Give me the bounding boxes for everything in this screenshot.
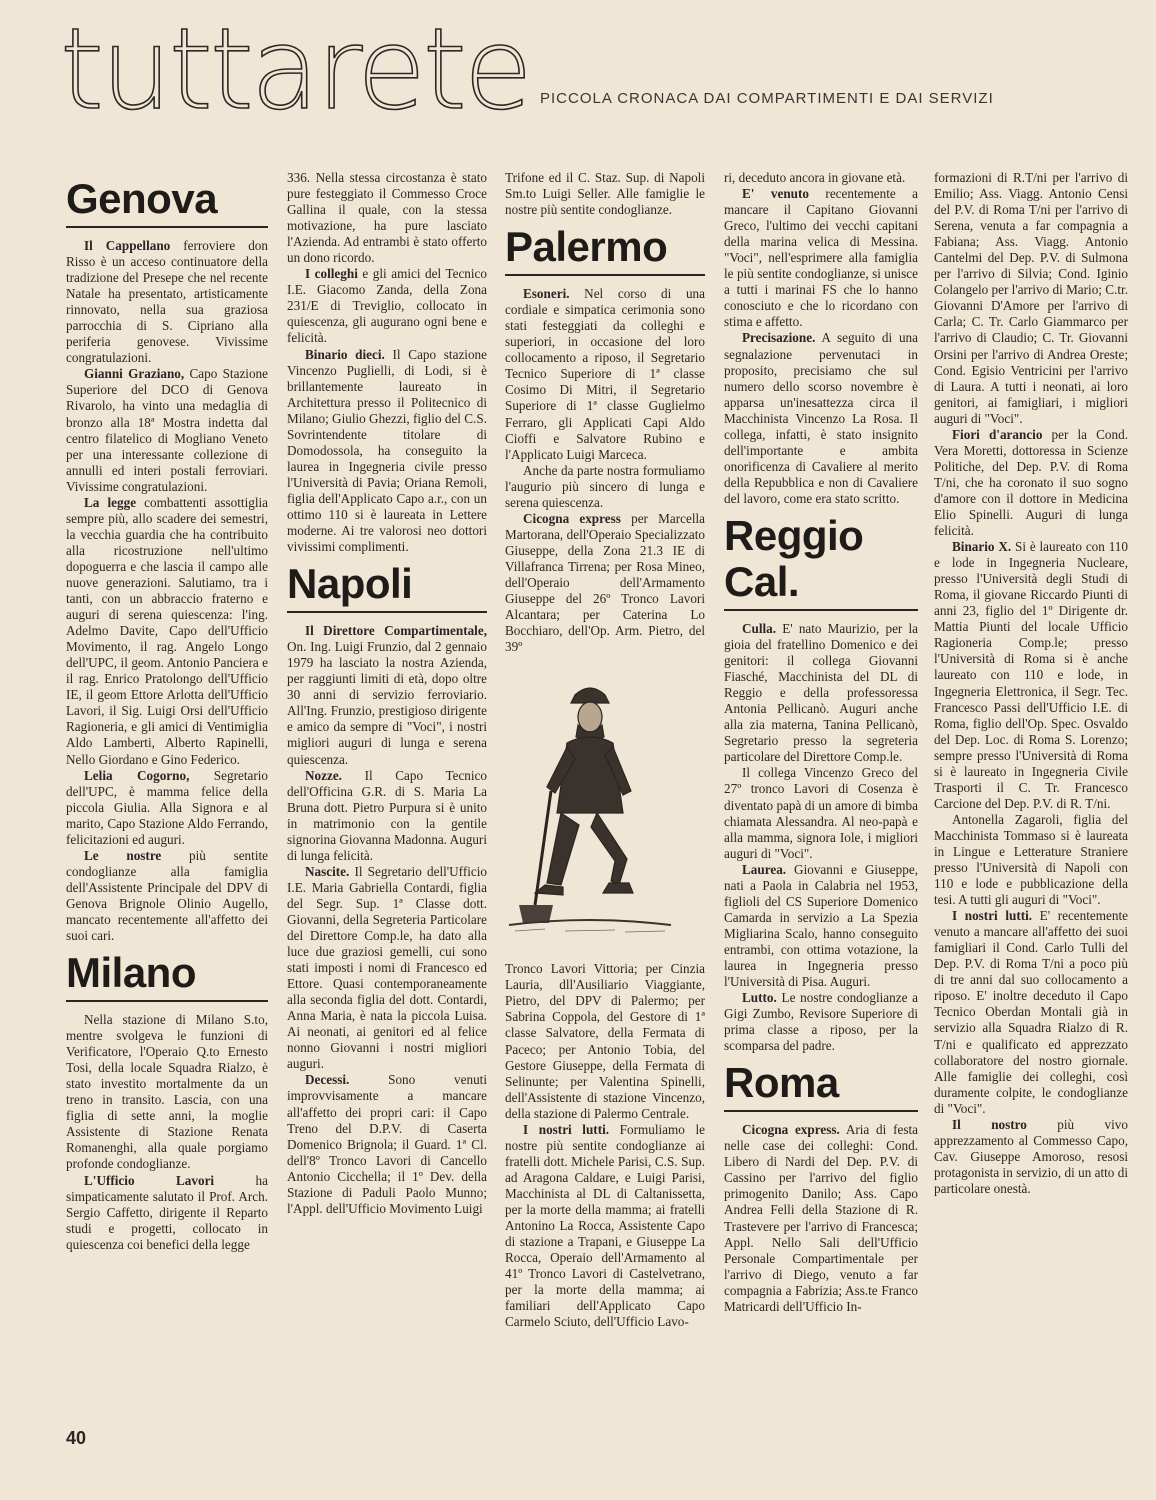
section-title-napoli: Napoli [287, 561, 487, 613]
section-title-genova: Genova [66, 176, 268, 228]
article-paragraph: Culla. E' nato Maurizio, per la gioia del fratellino Domenico e dei genitori: il collega Giovanni Fiasché, Macchinista del DL di Reggio e della professoressa Antonia Pellicanò. Auguri anche alla zia materna, Tanina Pellicanò, Segretario presso la segreteria particolare del Direttore Comp.le. [724, 620, 918, 765]
column-2 [287, 170, 487, 1217]
article-paragraph: Binario X. Si è laureato con 110 e lode in Ingegneria Nucleare, presso l'Università degli Studi di Roma, il giovane Riccardo Piunti di anni 23, figlio del 1º Dirigente dr. Mattia Piunti del locale Ufficio Ragioneria Comp.le; presso l'Università di Roma si è anche laureato con 110 e lode, in Ingegneria Elettronica, il Segr. Tec. Francesco Passi dell'Ufficio I.E. di Roma, figlio dell'Op. Spec. Osvaldo del Dep. Loc. di Roma S. Lorenzo; sempre presso l'Università di Roma si è laureato in Ingegneria Civile Trasporti il C. Tr. Francesco Carcione del Dep. P.V. di R. T/ni. [934, 539, 1128, 811]
article-paragraph: Il nostro più vivo apprezzamento al Commesso Capo, Cav. Giuseppe Amoroso, resosi protagonista in servizio, di un atto di particolare onestà. [934, 1116, 1128, 1196]
article-paragraph: Nascite. Il Segretario dell'Ufficio I.E. Maria Gabriella Contardi, figlia del Segr. Sup. 1ª Classe dott. Giovanni, della Segreteria Particolare del Direttore Comp.le, ha dato alla luce due graziosi gemelli, cui sono stati imposti i nomi di Francesco ed Ettore. Quasi contemporaneamente alla seconda figlia del dott. Contardi, Anna Maria, è nata la piccola Luisa. Ai neonati, ai genitori ed al felice nonno Giovanni i nostri migliori auguri. [287, 863, 487, 1072]
article-paragraph: Fiori d'arancio per la Cond. Vera Moretti, dottoressa in Scienze Politiche, del Dep. P.V. di Roma T/ni, che ha coronato il suo sogno d'amore con il dottore in Medicina Elio Spinelli. Auguri di lunga felicità. [934, 426, 1128, 539]
article-paragraph: Lelia Cogorno, Segretario dell'UPC, è mamma felice della piccola Giulia. Alla Signora e al marito, Capo Stazione Aldo Ferrando, felicitazioni ed auguri. [66, 767, 268, 847]
article-paragraph: Lutto. Le nostre condoglianze a Gigi Zumbo, Revisore Superiore di prima classe a riposo, per la scomparsa del padre. [724, 990, 918, 1054]
article-paragraph: Il collega Vincenzo Greco del 27º tronco Lavori di Cosenza è diventato papà di un amore di bimba chiamata Alessandra. Al neo-papà e alla mamma, signora Iole, i migliori auguri di "Voci". [724, 765, 918, 861]
article-paragraph: Decessi. Sono venuti improvvisamente a mancare all'affetto dei propri cari: il Capo Treno del D.P.V. di Caserta Domenico Brignola; il Guard. 1ª Cl. dell'8º Tronco Lavori di Cancello Antonio Cicchella; il 1º Dev. della Stazione di Paduli Paolo Munno; l'Appl. dell'Ufficio Movimento Luigi [287, 1072, 487, 1216]
article-paragraph: Anche da parte nostra formuliamo l'augurio più sincero di lunga e serena quiescenza. [505, 462, 705, 510]
article-paragraph: Cicogna express per Marcella Martorana, dell'Operaio Specializzato Giuseppe, della Zona 21.3 IE di Villafranca Tirrena; per Rosa Mineo, dell'Operaio dell'Armamento Giuseppe del 26º Tronco Lavori Alcantara; per Caterina Lo Bocchiaro, dell'Op. Arm. Pietro, del 39º [505, 510, 706, 655]
section-title-roma: Roma [724, 1060, 918, 1112]
article-paragraph: Tronco Lavori Vittoria; per Cinzia Lauria, dll'Ausiliario Viaggiante, Pietro, del DPV di Palermo; per Sabrina Coppola, del Gestore di 1ª classe Salvatore, della Fermata di Paceco; per Antonio Tobia, del Gestore Giuseppe, della Fermata di Selinunte; per Valentina Spinelli, dell'Assistente di stazione Vincenzo, della stazione di Palermo Centrale. [505, 961, 705, 1121]
article-paragraph: Il Cappellano ferroviere don Risso è un acceso continuatore della tradizione del Presepe che nel recente Natale ha presentato, artisticamente rinnovato, nella sua graziosa parrocchia di S. Cipriano alla periferia genovese. Vivissime congratulazioni. [66, 238, 268, 366]
article-paragraph: Cicogna express. Aria di festa nelle case dei colleghi: Cond. Libero di Nardi del Dep. P.V. di Cassino per l'arrivo del figlio primogenito Danilo; Ass. Capo Andrea Felli della Stazione di R. Trastevere per l'arrivo di Francesca; Appl. Nello Sali dell'Ufficio Personale Compartimentale per l'arrivo di Diego, venuto a far compagnia a Fabrizia; Ass.te Franco Matricardi dell'Ufficio In- [724, 1122, 919, 1314]
article-paragraph: Le nostre più sentite condoglianze alla famiglia dell'Assistente Principale del DPV di Genova Brignole Olinio Augello, mancato recentemente all'affetto dei suoi cari. [66, 847, 268, 944]
masthead-title: tuttarete [60, 5, 530, 135]
article-paragraph: La legge combattenti assottiglia sempre più, allo scadere dei semestri, la vecchia guardia che ha contribuito alla ricostruzione nell'ultimo dopoguerra e che lascia il campo alle nuove generazioni. Salutiamo, tra i tanti, con un abbraccio fraterno e auguri di serena quiescenza: l'ing. Adelmo Davite, Capo dell'Ufficio Movimento, il rag. Angelo Longo dell'UPC, il geom. Antonio Panciera e il rag. Enrico Pratolongo dell'Ufficio IE, il geom Ettore Arlotta dell'Ufficio Lavori, il Sig. Luigi Orsi dell'Ufficio Ragioneria, e gli amici di Ventimiglia Aldo Lamberti, Alberto Rapinelli, Nello Giordano e Gino Federico. [66, 494, 269, 767]
article-paragraph: Antonella Zagaroli, figlia del Macchinista Tommaso si è laureata in Lingue e Letterature Straniere presso l'Università di Napoli con 110 e lode e pubblicazione della tesi. A tutti gli auguri di "Voci". [934, 811, 1128, 908]
article-paragraph: L'Ufficio Lavori ha simpaticamente salutato il Prof. Arch. Sergio Caffetto, dirigente il Reparto studi e progetti, collocato in quiescenza coi benefici della legge [66, 1172, 268, 1252]
article-paragraph: Laurea. Giovanni e Giuseppe, nati a Paola in Calabria nel 1953, figlioli del CS Superiore Domenico Camarda in servizio a La Spezia Migliarina Scalo, hanno conseguito entrambi, con ottima votazione, la laurea in Ingegneria presso l'Università di Pisa. Auguri. [724, 861, 918, 990]
page-number: 40 [66, 1428, 87, 1448]
article-paragraph: E' venuto recentemente a mancare il Capitano Giovanni Greco, l'ultimo dei vecchi capitani della marina velica di Messina. "Voci", nell'esprimere alla famiglia le più sentite condoglianze, si unisce a tutti i marinai FS che lo hanno conosciuto e che lo ricordano con stima e affetto. [724, 186, 919, 330]
article-paragraph: Il Direttore Compartimentale, On. Ing. Luigi Frunzio, dal 2 gennaio 1979 ha lasciato la nostra Azienda, per raggiunti limiti di età, dopo oltre 30 anni di servizio ferroviario. All'Ing. Frunzio, prestigioso dirigente e amico da sempre di "Voci", i nostri migliori auguri di lunga e serena quiescenza. [287, 623, 487, 767]
article-paragraph: formazioni di R.T/ni per l'arrivo di Emilio; Ass. Viagg. Antonio Censi del P.V. di Roma T/ni per l'arrivo di Serena, venuta a far compagnia a Fabiana; Ass. Viagg. Antonio Cantelmi del Dep. P.V. di Sulmona per l'arrivo di Silvia; Cond. Iginio Colangelo per l'arrivo di Mario; C.tr. Giovanni D'Amore per l'arrivo di Carla; C. Tr. Carlo Giammarco per l'arrivo di Claudio; C. Tr. Giovanni Orsini per l'arrivo di Andrea Oreste; Cond. Egisio Ventricini per l'arrivo di Laura. A tutti i neonati, ai loro genitori, ai famigliari, i migliori auguri di "Voci". [934, 170, 1128, 426]
column-4 [724, 170, 918, 1315]
section-title-milano: Milano [66, 950, 268, 1002]
section-title-palermo: Palermo [505, 224, 705, 276]
masthead-subtitle: PICCOLA CRONACA DAI COMPARTIMENTI E DAI SERVIZI [540, 90, 994, 107]
column-1 [66, 170, 268, 1253]
article-paragraph: I colleghi e gli amici del Tecnico I.E. Giacomo Zanda, della Zona 231/E di Treviglio, collocato in quiescenza, gli augurano ogni bene e felicità. [287, 266, 488, 346]
section-title-reggio: Reggio Cal. [724, 513, 918, 611]
column-5 [934, 170, 1128, 1197]
article-paragraph: Nella stazione di Milano S.to, mentre svolgeva le funzioni di Verificatore, l'Operaio Q.to Ernesto Tosi, della locale Squadra Rialzo, è stato investito mortalmente da un treno in transito. Lascia, con una figlia di sette anni, la moglie Assistente di Stazione Renata Romanenghi, alla quale porgiamo profonde condoglianze. [66, 1012, 268, 1172]
column-3 [505, 170, 705, 1330]
article-paragraph: Precisazione. A seguito di una segnalazione pervenutaci in proposito, precisiamo che sul numero dello scorso novembre è apparsa un'inesattezza circa il Macchinista Vincenzo La Rosa. Il collega, infatti, è stato insignito dell'importante e ambita onorificenza di Cavaliere al merito della Repubblica e non di Cavaliere del lavoro, come era stato scritto. [724, 330, 918, 506]
article-paragraph: Esoneri. Nel corso di una cordiale e simpatica cerimonia sono stati festeggiati da colleghi e superiori, in occasione del loro collocamento a riposo, il Segretario Tecnico Superiore di 1ª classe Cosimo Di Mitri, il Segretario Superiore di 1ª classe Guglielmo Ferraro, gli Applicati Capi Aldo Cioffi e Salvatore Rubino e l'Applicato Luigi Marceca. [505, 286, 705, 462]
article-paragraph: Trifone ed il C. Staz. Sup. di Napoli Sm.to Luigi Seller. Alle famiglie le nostre più sentite condoglianze. [505, 170, 705, 218]
article-paragraph: I nostri lutti. Formuliamo le nostre più sentite condoglianze ai fratelli dott. Michele Parisi, C.S. Sup. ad Aragona Caldare, e Luigi Parisi, Macchinista al DL di Caltanissetta, per la morte della mamma; ai fratelli Antonino La Rocca, Assistente Capo di stazione a Trapani, e Giuseppe La Rocca, Operaio dell'Armamento al 41º Tronco Lavori di Castelvetrano, per la morte della mamma; ai familiari dell'Applicato Capo Carmelo Sciuto, dell'Ufficio Lavo- [505, 1121, 705, 1330]
article-paragraph: I nostri lutti. E' recentemente venuto a mancare all'affetto dei suoi famigliari il Cond. Carlo Tulli del Dep. P.V. di Roma T/ni a poco più di tre anni dal suo collocamento a riposo. E' inoltre deceduto il Capo Tecnico Oberdan Montali già in servizio alla Squadra Rialzo di R. T/ni e qualificato ed apprezzato collaboratore del nostro giornale. Alle famiglie dei colleghi, così duramente colpite, le condoglianze di "Voci". [934, 908, 1128, 1116]
article-paragraph: Nozze. Il Capo Tecnico dell'Officina G.R. di S. Maria La Bruna dott. Pietro Purpura si è unito in matrimonio con la gentile signorina Giovanna Madonna. Auguri di lunga felicità. [287, 767, 487, 863]
article-paragraph: Binario dieci. Il Capo stazione Vincenzo Puglielli, di Lodi, si è brillantemente laureato in Architettura presso il Politecnico di Milano; Giulio Ghezzi, figlio del C.S. Sovrintendente titolare di Domodossola, ha conseguito la laurea in Ingegneria civile presso l'Università di Pavia; Oriana Remoli, figlia dell'Applicato Capo a.r., con un ottimo 110 si è laureata in Lettere moderne. Ai tre valorosi neo dottori vivissimi complimenti. [287, 346, 487, 555]
article-paragraph: 336. Nella stessa circostanza è stato pure festeggiato il Commesso Croce Gallina il quale, con la stessa motivazione, ha pure lasciato l'Azienda. Ad entrambi è stato offerto un dono ricordo. [287, 170, 487, 266]
article-paragraph: Gianni Graziano, Capo Stazione Superiore del DCO di Genova Rivarolo, ha vinto una medaglia di bronzo alla 18ª Mostra indetta dal centro filatelico di Mogliano Veneto per una interessante collezione di annulli ed interi postali ferroviari. Vivissime congratulazioni. [66, 366, 269, 494]
railway-worker-illustration [505, 673, 675, 943]
article-paragraph: ri, deceduto ancora in giovane età. [724, 170, 906, 185]
